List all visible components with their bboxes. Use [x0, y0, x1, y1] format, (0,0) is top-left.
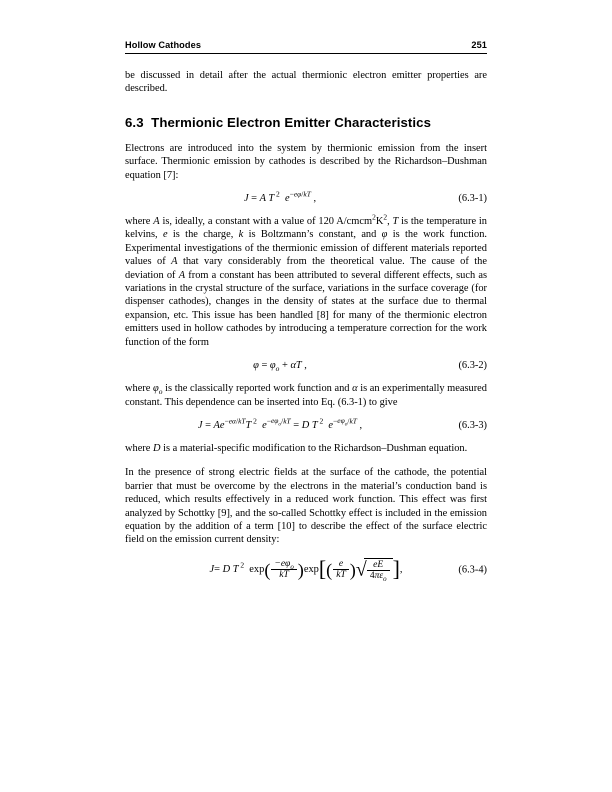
equation-6-3-1-body: J = A T $^2$ $e^{-e\varphi/kT}$ ,	[243, 189, 317, 205]
text-frag-5: is the charge,	[167, 229, 239, 241]
paragraph-constants: where A is, ideally, a constant with a value of 120 $A/cmcm^2K^2$, T is the temperature in kelvins, e is the charge, k is Boltzmann’s constant, and φ is the work function. Experimental investigations of the thermionic emission of different materials reported values of A that vary considerably from the theoretical value. The cause of the deviation of A from a constant has been attributed to several different effects, such as variations in the crystal structure of the surface, variations in the surface coverage (for dispenser cathodes), changes in the density of states at the surface due to thermal expansion, etc. This issue has been handled [8] for many of the thermionic electron emitters used in hollow cathodes by introducing a temperature correction for the work function of the form	[125, 212, 488, 348]
text-frag-1: where	[125, 216, 154, 228]
page-content	[125, 40, 487, 593]
text-frag-8: that vary considerably from the theoretical value. The cause of the deviation of	[125, 256, 487, 281]
text-frag-11: is the classically reported work function and	[162, 383, 353, 395]
symbol-A-1: A	[153, 216, 160, 228]
running-header-title: Hollow Cathodes	[125, 40, 202, 50]
text-frag-14: is a material-specific modification to the Richardson–Dushman equation.	[160, 442, 468, 454]
symbol-alpha: α	[352, 383, 358, 395]
equation-6-3-3	[125, 416, 488, 431]
paragraph-intro: be discussed in detail after the actual thermionic electron emitter properties are described.	[125, 70, 487, 95]
text-frag-3: ,	[387, 216, 393, 228]
section-heading	[125, 115, 487, 130]
page-number: 251	[471, 40, 487, 50]
paragraph-workfunction	[125, 382, 487, 409]
text-frag-2: is, ideally, a constant with a value of 120 A/cm	[159, 216, 360, 228]
paragraph-emission-intro: Electrons are introduced into the system by thermionic emission from the insert surface. Thermionic emission by cathodes is described by the Richardson–Dushman equation [7]:	[125, 142, 487, 181]
text-frag-6: is Boltzmann’s constant, and	[243, 229, 382, 241]
section-title: Thermionic Electron Emitter Characteristics	[151, 114, 432, 130]
paragraph-schottky: In the presence of strong electric fields at the surface of the cathode, the potential barrier that must be overcome by the electrons in the material’s conduction band is reduced, which results effectively in a reduced work function. This effect was first analyzed by Schottky [9], and the so-called Schottky effect is included in the emission equation by the addition of a term [10] to describe the effect of the surface electric field on the emission current density:	[125, 467, 487, 546]
equation-6-3-4	[125, 558, 487, 582]
symbol-D: D	[152, 442, 161, 454]
symbol-A-3: A	[178, 269, 186, 281]
text-frag-9: from a constant has been attributed to several different effects, such as variations in the crystal structure of the surface, variations in the surface coverage (for dispenser cathodes), changes in the density of states at the surface due to thermal expansion, etc. This issue has been handled [8] for many of the thermionic electron emitters used in hollow cathodes by introducing a temperature correction for the work function of the form	[125, 269, 487, 348]
equation-6-3-2	[125, 360, 488, 374]
symbol-phi-o: $\varphi_o$	[153, 383, 163, 397]
equation-6-3-3-body: $J = Ae^{-e\alpha/kT}T$ $^2$ $e^{-e\varphi_o/kT} = D$ T $^2$ $e^{-e\varphi_o/kT}$ ,	[197, 416, 363, 431]
symbol-k: k	[238, 229, 244, 241]
text-frag-4: is the temperature in kelvins,	[125, 216, 488, 241]
symbol-A-2: A	[171, 256, 178, 268]
equation-6-3-1-number: (6.3-1)	[458, 193, 487, 205]
header-rule	[125, 53, 487, 54]
equation-6-3-2-number: (6.3-2)	[458, 360, 488, 372]
equation-6-3-2-body: $\varphi = \varphi_o + \alpha T$ ,	[253, 360, 307, 374]
equation-6-3-4-number: (6.3-4)	[458, 564, 487, 576]
symbol-e: e	[162, 229, 168, 241]
text-frag-10: where	[125, 383, 154, 395]
text-frag-13: where	[125, 442, 153, 454]
text-frag-7: is the work function. Experimental investigations of the thermionic emission of different materials reported values of	[125, 229, 487, 268]
section-number: 6.3	[125, 114, 144, 130]
equation-6-3-3-number: (6.3-3)	[458, 419, 488, 431]
running-header	[125, 40, 487, 50]
equation-6-3-1	[125, 189, 487, 205]
text-frag-12: is an experimentally measured constant. This dependence can be inserted into Eq. (6.3-1) to give	[125, 383, 487, 408]
paragraph-D-definition	[125, 442, 487, 455]
symbol-T: T	[392, 216, 399, 228]
equation-6-3-4-body: J= D T $^2$ exp( $\frac{-e\varphi_o}{kT}$ )exp[( $\frac{e}{kT}$ ) √ $\frac{eE}{4\pi\varepsilon_o}$ ],	[209, 557, 403, 584]
symbol-phi: φ	[381, 229, 388, 241]
